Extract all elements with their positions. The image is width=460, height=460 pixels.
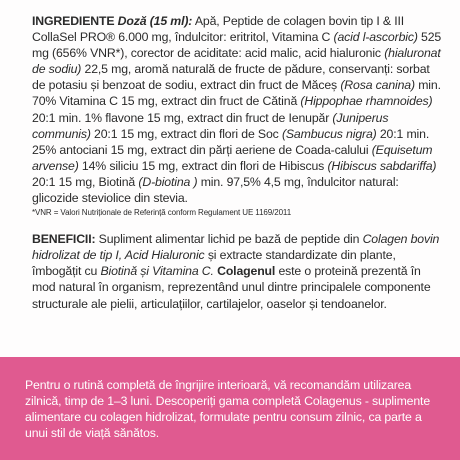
ingredients-text: Apă, Peptide de colagen bovin tip I & III CollaSel PRO® 6.000 mg, îndulcitor: eritritol, Vitamina C <box>32 14 405 45</box>
latin-name: (Equisetum arvense) <box>32 142 433 173</box>
ingredients-text: 20:1 15 mg, Biotină <box>32 174 139 189</box>
promo-band <box>0 357 460 460</box>
ingredients-text: 14% siliciu 15 mg, extract din flori de Hibiscus <box>78 158 328 173</box>
promo-text: Pentru o rutină completă de îngrijire interioară, vă recomandăm utilizarea zilnică, timp de 1–3 luni. Descoperiți gama completă Colagenus - suplimente alimentare cu colagen hidrolizat, formulate pentru consum zilnic, ca parte a unui stil de viață sănătos. <box>25 378 431 441</box>
ingredients-paragraph <box>32 13 442 206</box>
benefits-bold: Colagenul <box>217 264 276 279</box>
latin-name: (hialuronat de sodiu) <box>32 46 441 77</box>
benefits-text: și extracte standardizate din plante, îmbogățit cu <box>32 248 396 279</box>
ingredients-text: 20:1 15 mg, extract din flori de Soc <box>90 126 282 141</box>
dose-label: Doză (15 ml): <box>117 14 193 28</box>
latin-name: (Rosa canina) <box>340 78 415 93</box>
latin-name: (Sambucus nigra) <box>281 126 377 141</box>
ingredients-text: 20:1 min. 25% antociani 15 mg, extract din părți aeriene de Coada-calului <box>32 126 430 157</box>
latin-name: (Hippophae rhamnoides) <box>300 94 433 109</box>
benefits-text: Supliment alimentar lichid pe bază de peptide din <box>95 232 363 247</box>
benefits-label: BENEFICII: <box>32 232 96 247</box>
product-info <box>32 13 442 312</box>
benefits-italic: Biotină și Vitamina C. <box>100 264 214 279</box>
latin-name: (D-biotina ) <box>138 174 198 189</box>
vnr-footnote: *VNR = Valori Nutriționale de Referință conform Regulament UE 1169/2011 <box>32 208 292 218</box>
latin-name: (Hibiscus sabdariffa) <box>327 158 437 173</box>
latin-name: (acid l-ascorbic) <box>333 30 418 45</box>
benefits-paragraph <box>32 231 442 311</box>
ingredients-text: min. 97,5% 4,5 mg, îndulcitor natural: glicozide steviolice din stevia. <box>32 174 399 206</box>
ingredients-text: min. 70% Vitamina C 15 mg, extract din fruct de Cătină <box>32 78 441 109</box>
latin-name: (Juniperus communis) <box>32 110 389 141</box>
benefits-italic: Colagen bovin hidrolizat de tip I, Acid Hialuronic <box>32 232 440 263</box>
ingredients-text: 20:1 min. 1% flavone 15 mg, extract din fruct de Ienupăr <box>32 110 333 125</box>
ingredients-text: 525 mg (656% VNR*), corector de aciditate: acid malic, acid hialuronic <box>32 30 442 61</box>
ingredients-label: INGREDIENTE <box>32 14 115 28</box>
ingredients-text: 22,5 mg, aromă naturală de fructe de pădure, conservanți: sorbat de potasiu și benzoat de sodiu, extract din fruct de Măceș <box>32 62 430 93</box>
benefits-text: este o proteină prezentă în mod natural în organism, reprezentând unul dintre principalele componente structurale ale pielii, articulațiilor, cartilajelor, oaselor și tendoanelor. <box>32 264 431 311</box>
